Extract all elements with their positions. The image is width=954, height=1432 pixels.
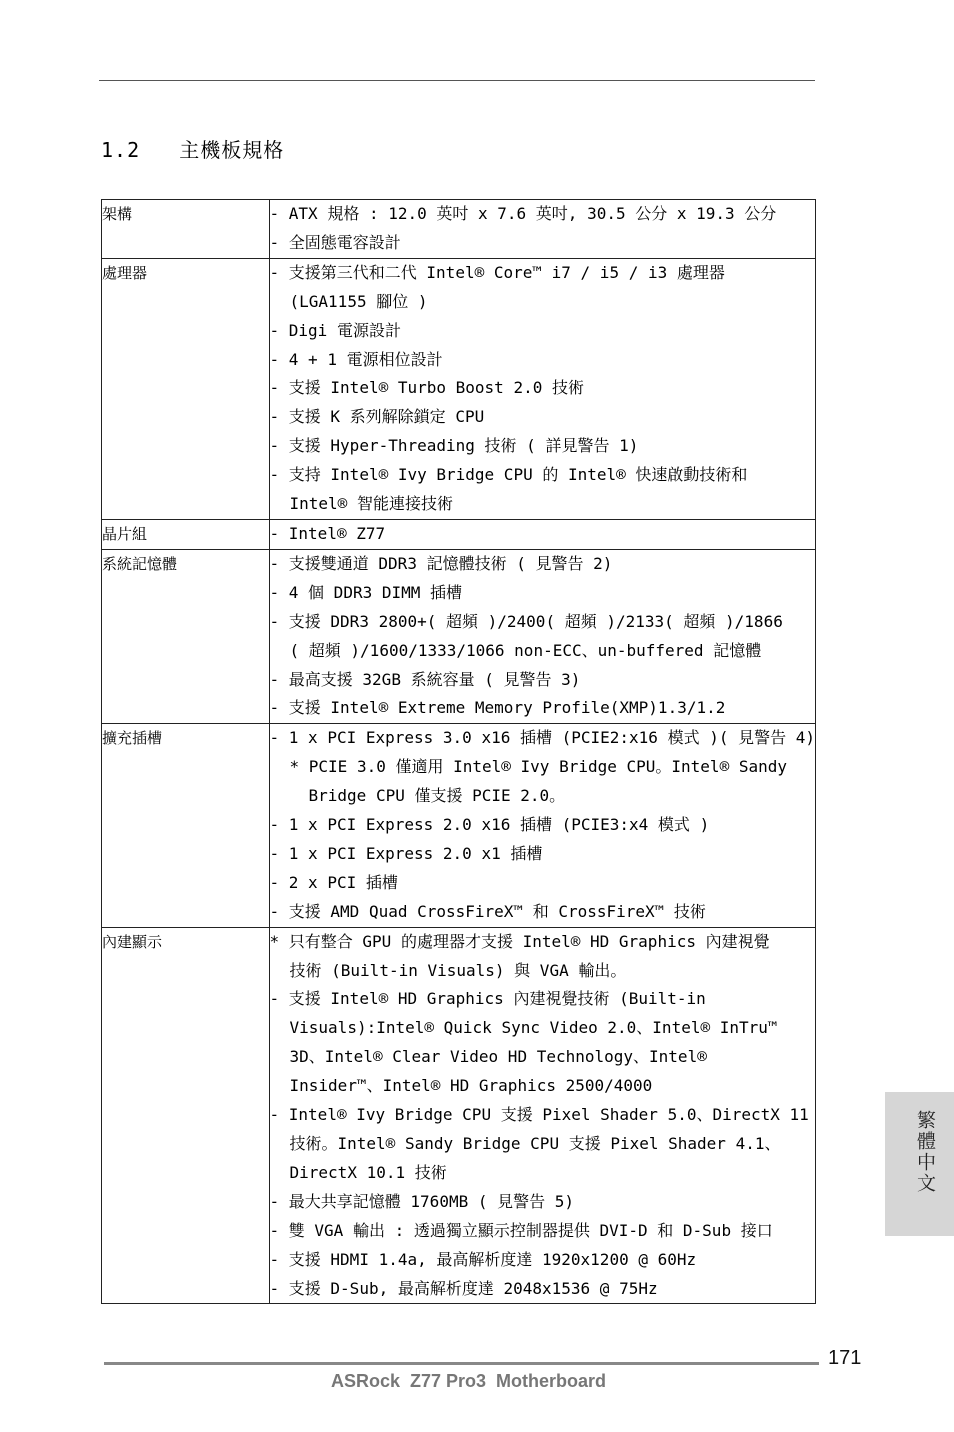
spec-line: DirectX 10.1 技術 [289, 1162, 447, 1182]
spec-line: - 1 x PCI Express 2.0 x16 插槽 (PCIE3:x4 模式 ) [269, 815, 710, 835]
header-rule [99, 80, 815, 81]
spec-row [102, 200, 816, 259]
spec-line: - 1 x PCI Express 3.0 x16 插槽 (PCIE2:x16 模式 )( 見警告 4) [269, 728, 815, 748]
spec-line: - 支援第三代和二代 Intel® Core™ i7 / i5 / i3 處理器 [269, 262, 725, 282]
spec-line: - 支持 Intel® Ivy Bridge CPU 的 Intel® 快速啟動技術和 [269, 465, 748, 485]
spec-row [102, 258, 816, 519]
section-title: 主機板規格 [179, 138, 285, 162]
spec-value [269, 200, 815, 259]
language-tab-label: 繁體中文 [914, 1110, 936, 1194]
spec-line: Insider™、Intel® HD Graphics 2500/4000 [289, 1076, 653, 1096]
spec-line: Visuals):Intel® Quick Sync Video 2.0、Intel® InTru™ [289, 1018, 778, 1038]
spec-label: 晶片組 [102, 519, 270, 549]
footer-title: ASRock Z77 Pro3 Motherboard [331, 1371, 607, 1391]
spec-line: - 支援 K 系列解除鎖定 CPU [269, 407, 485, 427]
spec-line: - 支援 D-Sub, 最高解析度達 2048x1536 @ 75Hz [269, 1278, 658, 1298]
spec-line: - 支援 Hyper-Threading 技術 ( 詳見警告 1) [269, 436, 639, 456]
spec-line: - 支援 Intel® HD Graphics 內建視覺技術 (Built-in [269, 989, 706, 1009]
spec-line: - ATX 規格 : 12.0 英吋 x 7.6 英吋, 30.5 公分 x 19.3 公分 [269, 204, 777, 223]
spec-line: Bridge CPU 僅支援 PCIE 2.0。 [308, 786, 566, 806]
spec-value [269, 519, 815, 549]
spec-line: - 雙 VGA 輸出 : 透過獨立顯示控制器提供 DVI-D 和 D-Sub 接口 [269, 1220, 773, 1240]
spec-line: - 支援 Intel® Extreme Memory Profile(XMP)1.3/1.2 [269, 698, 726, 718]
spec-line: - 2 x PCI 插槽 [269, 872, 398, 892]
spec-line: - 支援雙通道 DDR3 記憶體技術 ( 見警告 2) [269, 553, 613, 573]
spec-line: 技術。Intel® Sandy Bridge CPU 支援 Pixel Shader 4.1、 [289, 1134, 781, 1153]
spec-label: 內建顯示 [102, 927, 270, 1304]
spec-line: ( 超頻 )/1600/1333/1066 non-ECC、un-buffered 記憶體 [289, 640, 762, 660]
spec-line: - 全固態電容設計 [269, 232, 401, 252]
spec-line: - 支援 Intel® Turbo Boost 2.0 技術 [269, 378, 584, 398]
spec-line: (LGA1155 腳位 ) [289, 291, 428, 311]
spec-line: 技術 (Built-in Visuals) 與 VGA 輸出。 [289, 960, 627, 980]
spec-line: - Digi 電源設計 [269, 320, 401, 340]
spec-label: 處理器 [102, 258, 270, 519]
spec-line: - 4 + 1 電源相位設計 [269, 349, 443, 369]
spec-line: Intel® 智能連接技術 [289, 494, 453, 514]
spec-line: - 4 個 DDR3 DIMM 插槽 [269, 582, 463, 602]
spec-line: - 最大共享記憶體 1760MB ( 見警告 5) [269, 1191, 575, 1211]
spec-value [269, 927, 815, 1304]
spec-value [269, 549, 815, 723]
spec-line: - 支援 HDMI 1.4a, 最高解析度達 1920x1200 @ 60Hz [269, 1249, 697, 1269]
spec-row [102, 549, 816, 723]
spec-value [269, 258, 815, 519]
spec-line: - Intel® Ivy Bridge CPU 支援 Pixel Shader 5.0、DirectX 11 [269, 1105, 809, 1125]
spec-table [101, 199, 816, 1304]
spec-row [102, 927, 816, 1304]
spec-label: 架構 [102, 200, 270, 259]
language-side-tab [885, 1092, 954, 1236]
spec-row [102, 724, 816, 927]
page-number: 171 [828, 1347, 862, 1369]
spec-value [269, 724, 815, 927]
spec-line: * 只有整合 GPU 的處理器才支援 Intel® HD Graphics 內建視覺 [269, 931, 770, 951]
spec-table-body [102, 200, 816, 1304]
spec-line: - 1 x PCI Express 2.0 x1 插槽 [269, 843, 543, 863]
spec-line: - 最高支援 32GB 系統容量 ( 見警告 3) [269, 669, 581, 689]
spec-line: * PCIE 3.0 僅適用 Intel® Ivy Bridge CPU。Intel® Sandy [289, 757, 787, 777]
spec-row [102, 519, 816, 549]
spec-line: - 支援 DDR3 2800+( 超頻 )/2400( 超頻 )/2133( 超頻 )/1866 [269, 611, 783, 631]
section-heading [101, 134, 284, 163]
spec-line: - 支援 AMD Quad CrossFireX™ 和 CrossFireX™ 技術 [269, 901, 706, 921]
spec-line: - Intel® Z77 [269, 523, 386, 543]
section-number: 1.2 [101, 138, 141, 162]
spec-label: 系統記憶體 [102, 549, 270, 723]
spec-label: 擴充插槽 [102, 724, 270, 927]
spec-line: 3D、Intel® Clear Video HD Technology、Intel® [289, 1047, 707, 1067]
footer-rule [104, 1362, 819, 1365]
